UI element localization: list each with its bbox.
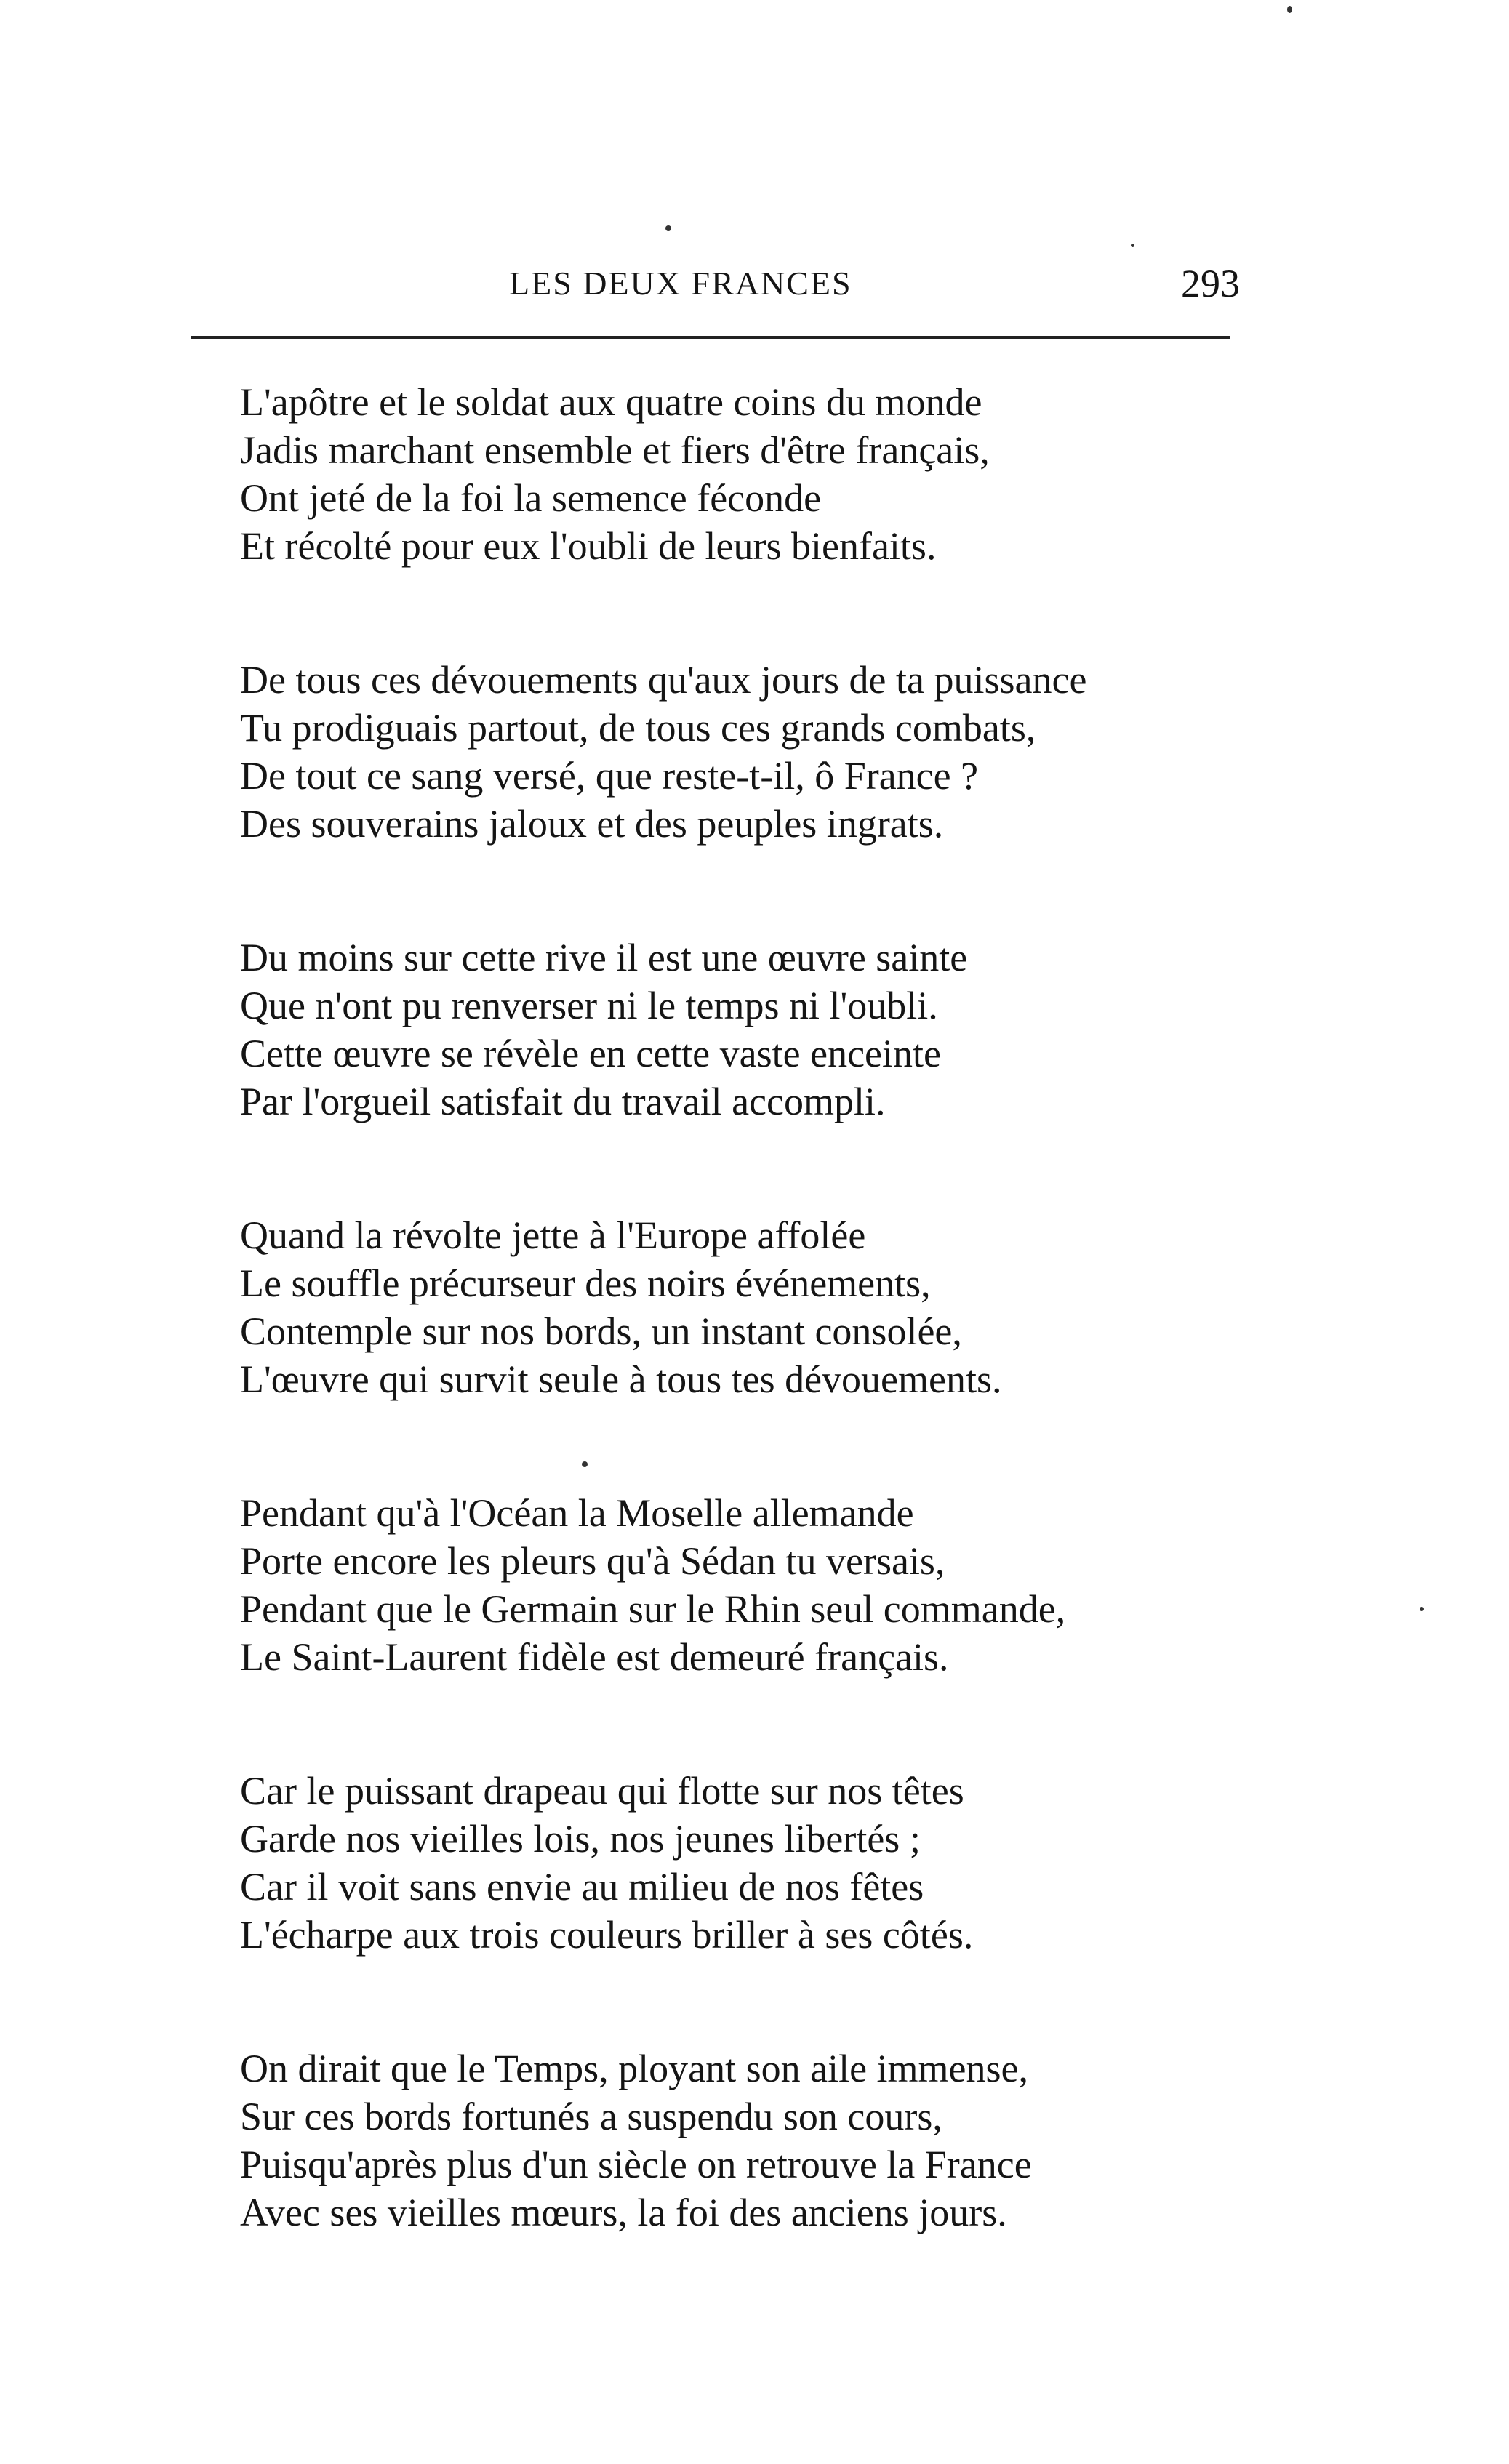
verse-line: Car le puissant drapeau qui flotte sur nos têtes: [240, 1769, 964, 1813]
verse-line: Ont jeté de la foi la semence féconde: [240, 476, 822, 520]
stanza-2: [240, 656, 1229, 848]
stanza-3: [240, 934, 1229, 1125]
poem: [240, 378, 1229, 2322]
verse-line: Que n'ont pu renverser ni le temps ni l'oubli.: [240, 984, 938, 1027]
verse-line: Le souffle précurseur des noirs événements,: [240, 1261, 931, 1305]
verse-line: Par l'orgueil satisfait du travail accompli.: [240, 1080, 886, 1123]
verse-line: L'œuvre qui survit seule à tous tes dévouements.: [240, 1357, 1002, 1401]
verse-line: Avec ses vieilles mœurs, la foi des anciens jours.: [240, 2191, 1007, 2234]
scan-speck: [582, 1461, 588, 1467]
verse-line: Sur ces bords fortunés a suspendu son cours,: [240, 2095, 942, 2138]
verse-line: On dirait que le Temps, ployant son aile immense,: [240, 2047, 1029, 2090]
verse-line: Des souverains jaloux et des peuples ingrats.: [240, 802, 944, 846]
scan-speck: [665, 225, 671, 231]
verse-line: Porte encore les pleurs qu'à Sédan tu versais,: [240, 1539, 945, 1583]
page-number: 293: [1181, 262, 1240, 305]
verse-line: Contemple sur nos bords, un instant consolée,: [240, 1309, 962, 1353]
stanza-7: [240, 2044, 1229, 2236]
verse-line: Car il voit sans envie au milieu de nos fêtes: [240, 1865, 924, 1909]
page-header: [509, 258, 1240, 309]
verse-line: Puisqu'après plus d'un siècle on retrouve la France: [240, 2143, 1032, 2186]
verse-line: Pendant qu'à l'Océan la Moselle allemande: [240, 1491, 914, 1535]
verse-line: L'apôtre et le soldat aux quatre coins du monde: [240, 380, 982, 424]
scan-speck: [1131, 244, 1134, 247]
running-title: LES DEUX FRANCES: [509, 265, 852, 302]
stanza-1: [240, 378, 1229, 570]
verse-line: Garde nos vieilles lois, nos jeunes libertés ;: [240, 1817, 921, 1861]
verse-line: Cette œuvre se révèle en cette vaste enceinte: [240, 1032, 941, 1075]
verse-line: Quand la révolte jette à l'Europe affolée: [240, 1213, 866, 1257]
verse-line: De tous ces dévouements qu'aux jours de ta puissance: [240, 658, 1087, 702]
verse-line: Jadis marchant ensemble et fiers d'être français,: [240, 428, 990, 472]
scan-speck: [1287, 6, 1292, 13]
verse-line: Le Saint-Laurent fidèle est demeuré français.: [240, 1635, 949, 1679]
stanza-6: [240, 1767, 1229, 1959]
verse-line: Tu prodiguais partout, de tous ces grands combats,: [240, 706, 1036, 750]
header-rule: [191, 336, 1230, 339]
verse-line: Et récolté pour eux l'oubli de leurs bienfaits.: [240, 524, 937, 568]
verse-line: L'écharpe aux trois couleurs briller à ses côtés.: [240, 1913, 974, 1957]
verse-line: De tout ce sang versé, que reste-t-il, ô France ?: [240, 754, 979, 798]
scan-speck: [1420, 1607, 1424, 1611]
verse-line: Pendant que le Germain sur le Rhin seul commande,: [240, 1587, 1066, 1631]
stanza-5: [240, 1489, 1229, 1681]
verse-line: Du moins sur cette rive il est une œuvre sainte: [240, 936, 968, 979]
stanza-4: [240, 1211, 1229, 1403]
